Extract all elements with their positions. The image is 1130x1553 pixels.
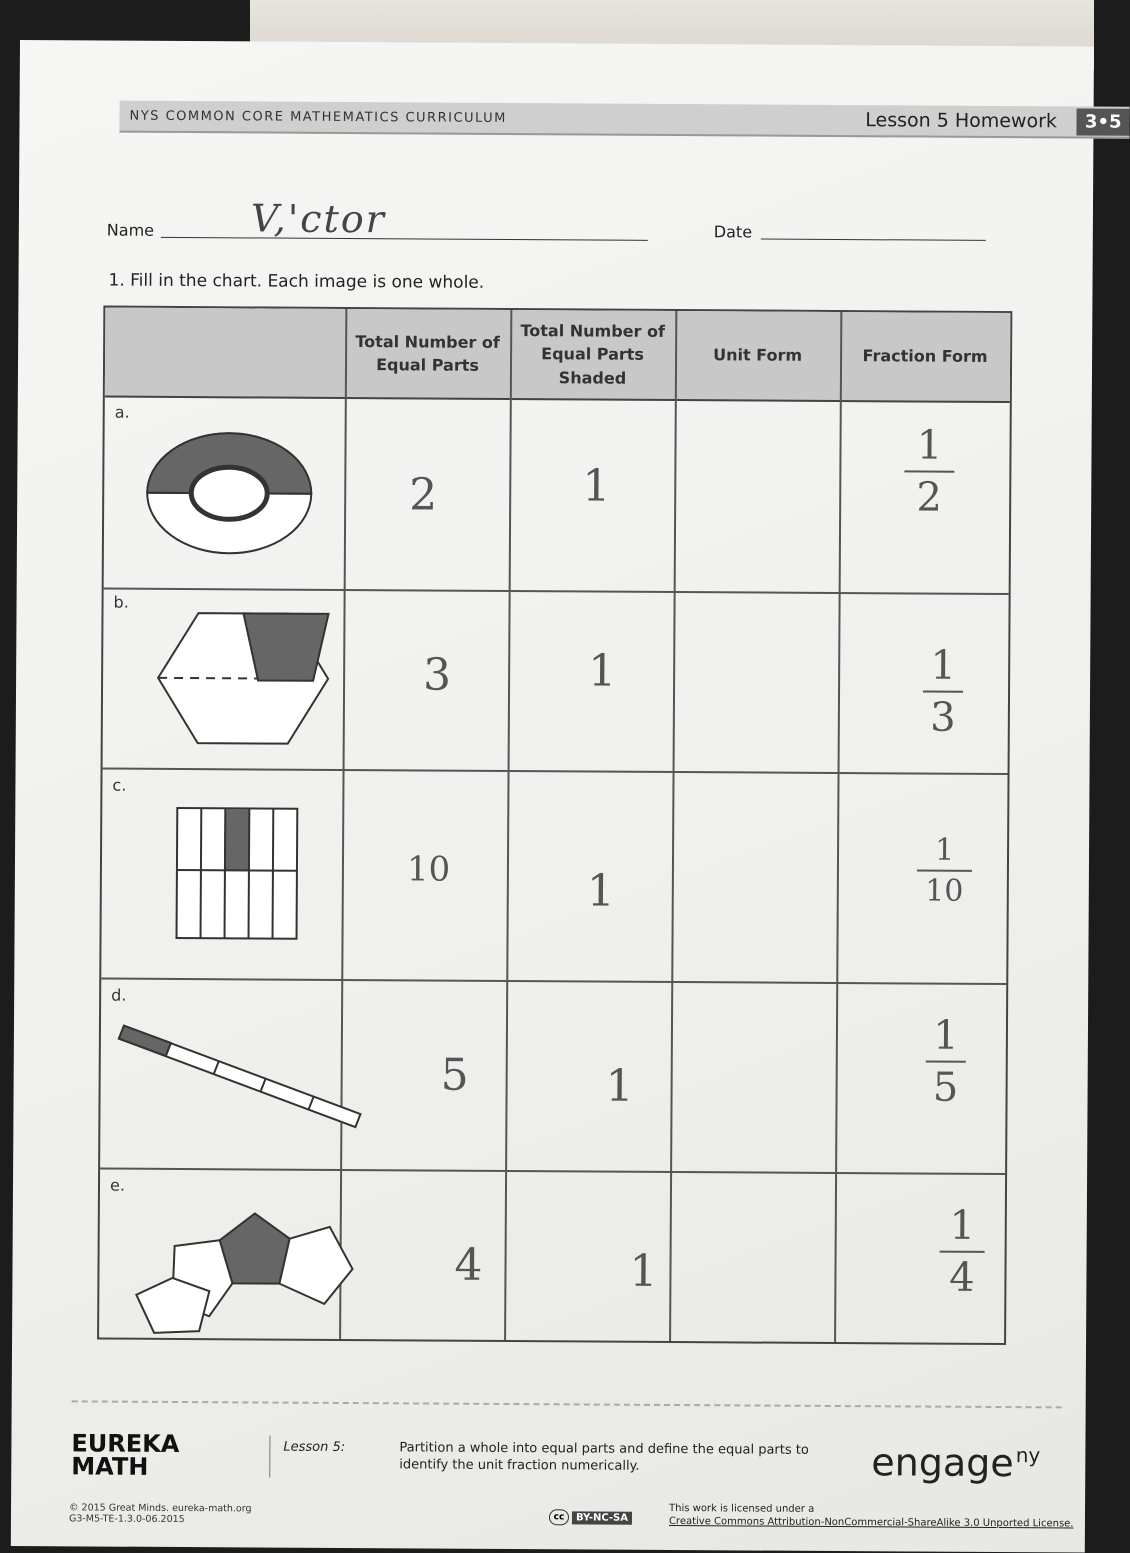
cc-icon: cc [549, 1509, 569, 1525]
answer-shaded-d[interactable]: 1 [605, 1061, 633, 1112]
answer-fraction-e[interactable] [939, 1203, 985, 1301]
col-divider [504, 310, 512, 1340]
license-line1: This work is licensed under a [669, 1502, 1074, 1517]
name-line [161, 237, 648, 241]
row-label: d. [111, 986, 126, 1005]
row-divider [103, 768, 1008, 775]
lesson-title: Lesson 5 Homework [865, 109, 1057, 132]
date-label: Date [714, 222, 752, 241]
col-divider [669, 311, 677, 1341]
fraction-chart [97, 306, 1012, 1346]
header-fraction-form: Fraction Form [840, 312, 1011, 401]
fraction-numerator: 1 [940, 1203, 985, 1249]
col-divider [339, 309, 347, 1339]
copyright-line1: © 2015 Great Minds. eureka-math.org [69, 1502, 252, 1515]
header-unit-form: Unit Form [675, 311, 841, 400]
hexagon-one-third-shaded-image [143, 608, 344, 759]
answer-fraction-b[interactable] [923, 643, 964, 741]
row-label: e. [110, 1176, 125, 1195]
answer-total-c[interactable]: 10 [407, 849, 451, 889]
row-divider [101, 978, 1006, 985]
logo-line1: EUREKA [71, 1432, 179, 1455]
fraction-numerator: 1 [923, 643, 963, 689]
answer-total-d[interactable]: 5 [441, 1050, 469, 1101]
date-line[interactable] [761, 239, 986, 241]
eureka-math-logo [71, 1432, 179, 1478]
fraction-denominator: 2 [904, 474, 954, 520]
instruction: 1. Fill in the chart. Each image is one whole. [108, 271, 484, 293]
fraction-denominator: 3 [923, 695, 963, 741]
answer-fraction-c[interactable] [917, 832, 972, 908]
fraction-numerator: 1 [917, 832, 972, 867]
engage-sup: ny [1016, 1443, 1041, 1467]
copyright [69, 1502, 252, 1526]
footer-separator [269, 1436, 270, 1478]
header-bar [119, 101, 1129, 139]
ring-half-shaded-image [129, 413, 340, 574]
name-label: Name [107, 221, 154, 240]
answer-fraction-a[interactable] [904, 422, 955, 520]
logo-line2: MATH [71, 1455, 179, 1478]
row-label: b. [114, 593, 129, 612]
name-value[interactable]: V,'ctor [251, 196, 386, 241]
answer-shaded-a[interactable]: 1 [582, 460, 610, 511]
answer-total-e[interactable]: 4 [454, 1240, 482, 1291]
footer-lesson-description: Partition a whole into equal parts and define the equal parts to identify the unit fraction numerically. [399, 1440, 829, 1476]
answer-fraction-d[interactable] [925, 1013, 966, 1111]
fraction-denominator: 10 [917, 873, 972, 908]
fraction-bar [926, 1061, 966, 1063]
fraction-bar [917, 869, 972, 871]
row-divider [104, 588, 1009, 595]
header-shaded-parts: Total Number of Equal Parts Shaded [510, 310, 676, 399]
fraction-numerator: 1 [926, 1013, 966, 1059]
answer-total-b[interactable]: 3 [423, 649, 451, 700]
header-total-parts: Total Number of Equal Parts [345, 309, 511, 398]
row-label: c. [112, 776, 126, 795]
engage-ny-logo [871, 1440, 1040, 1485]
row-divider [100, 1168, 1005, 1175]
fraction-bar [904, 470, 954, 472]
license-text [669, 1502, 1074, 1530]
worksheet-page [11, 40, 1094, 1553]
footer-rule [72, 1400, 1062, 1408]
row-label: a. [115, 403, 130, 422]
rectangle-one-tenth-shaded-image [171, 803, 312, 954]
fraction-bar [923, 691, 963, 693]
engage-text: engage [871, 1440, 1014, 1485]
footer-lesson-label: Lesson 5: [283, 1440, 345, 1455]
strip-one-fifth-shaded-image [115, 1018, 366, 1140]
curriculum-title: NYS COMMON CORE MATHEMATICS CURRICULUM [129, 108, 506, 125]
col-divider [834, 312, 842, 1342]
lesson-badge: 3•5 [1077, 108, 1130, 135]
answer-total-a[interactable]: 2 [409, 469, 437, 520]
answer-shaded-b[interactable]: 1 [588, 645, 616, 696]
copyright-line2: G3-M5-TE-1.3.0-06.2015 [69, 1514, 252, 1527]
fraction-denominator: 5 [925, 1065, 965, 1111]
fraction-denominator: 4 [939, 1255, 984, 1301]
license-link[interactable]: Creative Commons Attribution-NonCommercial-ShareAlike 3.0 Unported License. [669, 1515, 1074, 1530]
cc-license-badge [549, 1509, 632, 1526]
pentagons-one-fourth-shaded-image [114, 1208, 375, 1340]
answer-shaded-e[interactable]: 1 [629, 1246, 657, 1297]
cc-badge-text: BY-NC-SA [572, 1511, 632, 1524]
fraction-numerator: 1 [904, 422, 954, 468]
table-header [105, 308, 1011, 404]
fraction-bar [940, 1251, 985, 1253]
answer-shaded-c[interactable]: 1 [587, 865, 615, 916]
